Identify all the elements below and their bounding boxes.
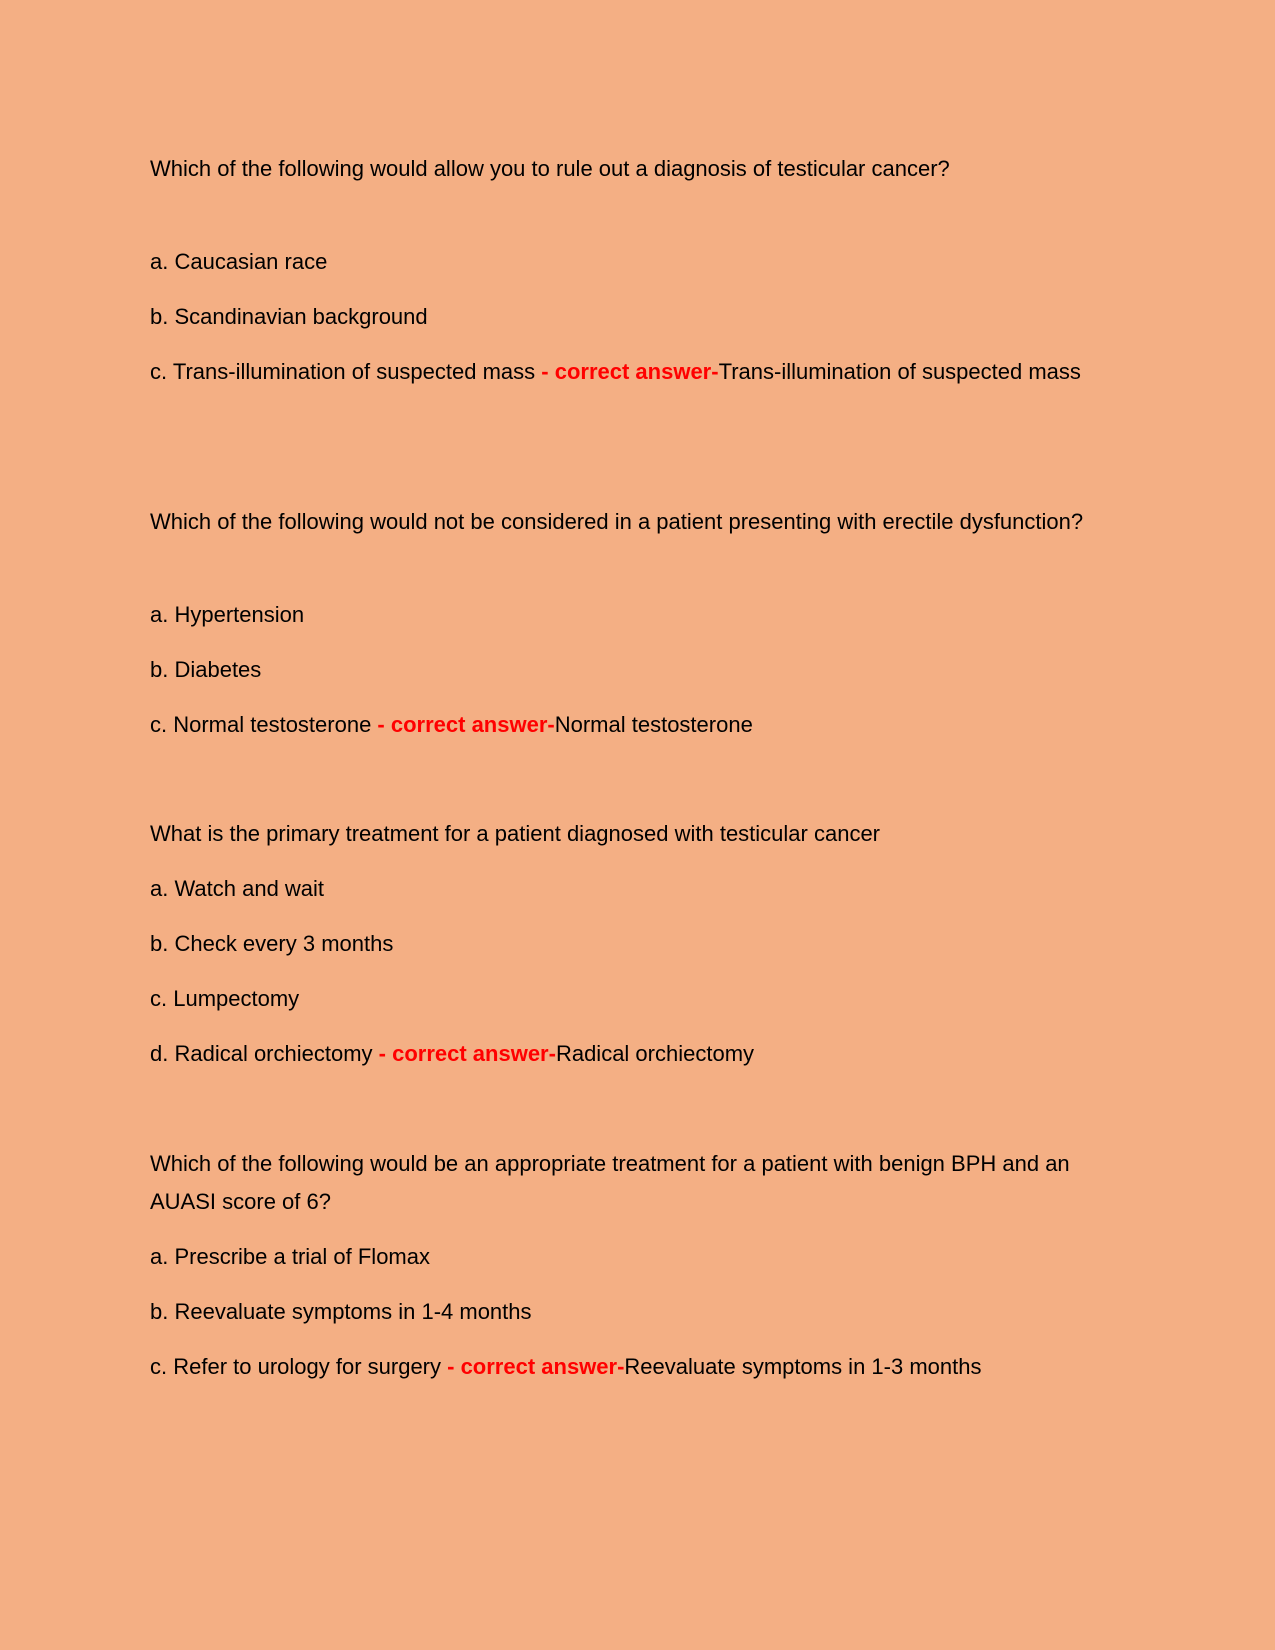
q2-option-b: b. Diabetes [150,657,262,682]
q4-option-a: a. Prescribe a trial of Flomax [150,1244,430,1269]
option-text: c. Normal testosterone [150,712,372,737]
correct-answer-marker: - correct answer- [371,712,555,737]
q3-option-b: b. Check every 3 months [150,931,394,956]
q4-option-b: b. Reevaluate symptoms in 1-4 months [150,1299,532,1324]
correct-answer: Trans-illumination of suspected mass [718,359,1081,384]
q3-option-d [150,1035,1090,1073]
question-1: Which of the following would allow you to rule out a diagnosis of testicular cancer? [150,156,950,181]
question-4: Which of the following would be an appropriate treatment for a patient with benign BPH and an AUASI score of 6? [150,1151,1070,1214]
q4-option-c [150,1348,1090,1386]
q2-option-a: a. Hypertension [150,602,305,627]
q1-option-b: b. Scandinavian background [150,304,428,329]
option-text: c. Trans-illumination of suspected mass [150,359,536,384]
q3-option-c: c. Lumpectomy [150,986,300,1011]
correct-answer-marker: - correct answer- [372,1041,556,1066]
correct-answer: Normal testosterone [554,712,753,737]
q2-option-c [150,706,1090,744]
question-3: What is the primary treatment for a patient diagnosed with testicular cancer [150,821,881,846]
q1-option-a: a. Caucasian race [150,249,328,274]
correct-answer: Reevaluate symptoms in 1-3 months [624,1354,982,1379]
option-text: c. Refer to urology for surgery [150,1354,442,1379]
correct-answer-marker: - correct answer- [441,1354,625,1379]
correct-answer: Radical orchiectomy [555,1041,755,1066]
correct-answer-marker: - correct answer- [535,359,719,384]
option-text: d. Radical orchiectomy [150,1041,373,1066]
q3-option-a: a. Watch and wait [150,876,325,901]
q1-option-c [150,353,1090,391]
question-2: Which of the following would not be considered in a patient presenting with erectile dysfunction? [150,509,1084,534]
